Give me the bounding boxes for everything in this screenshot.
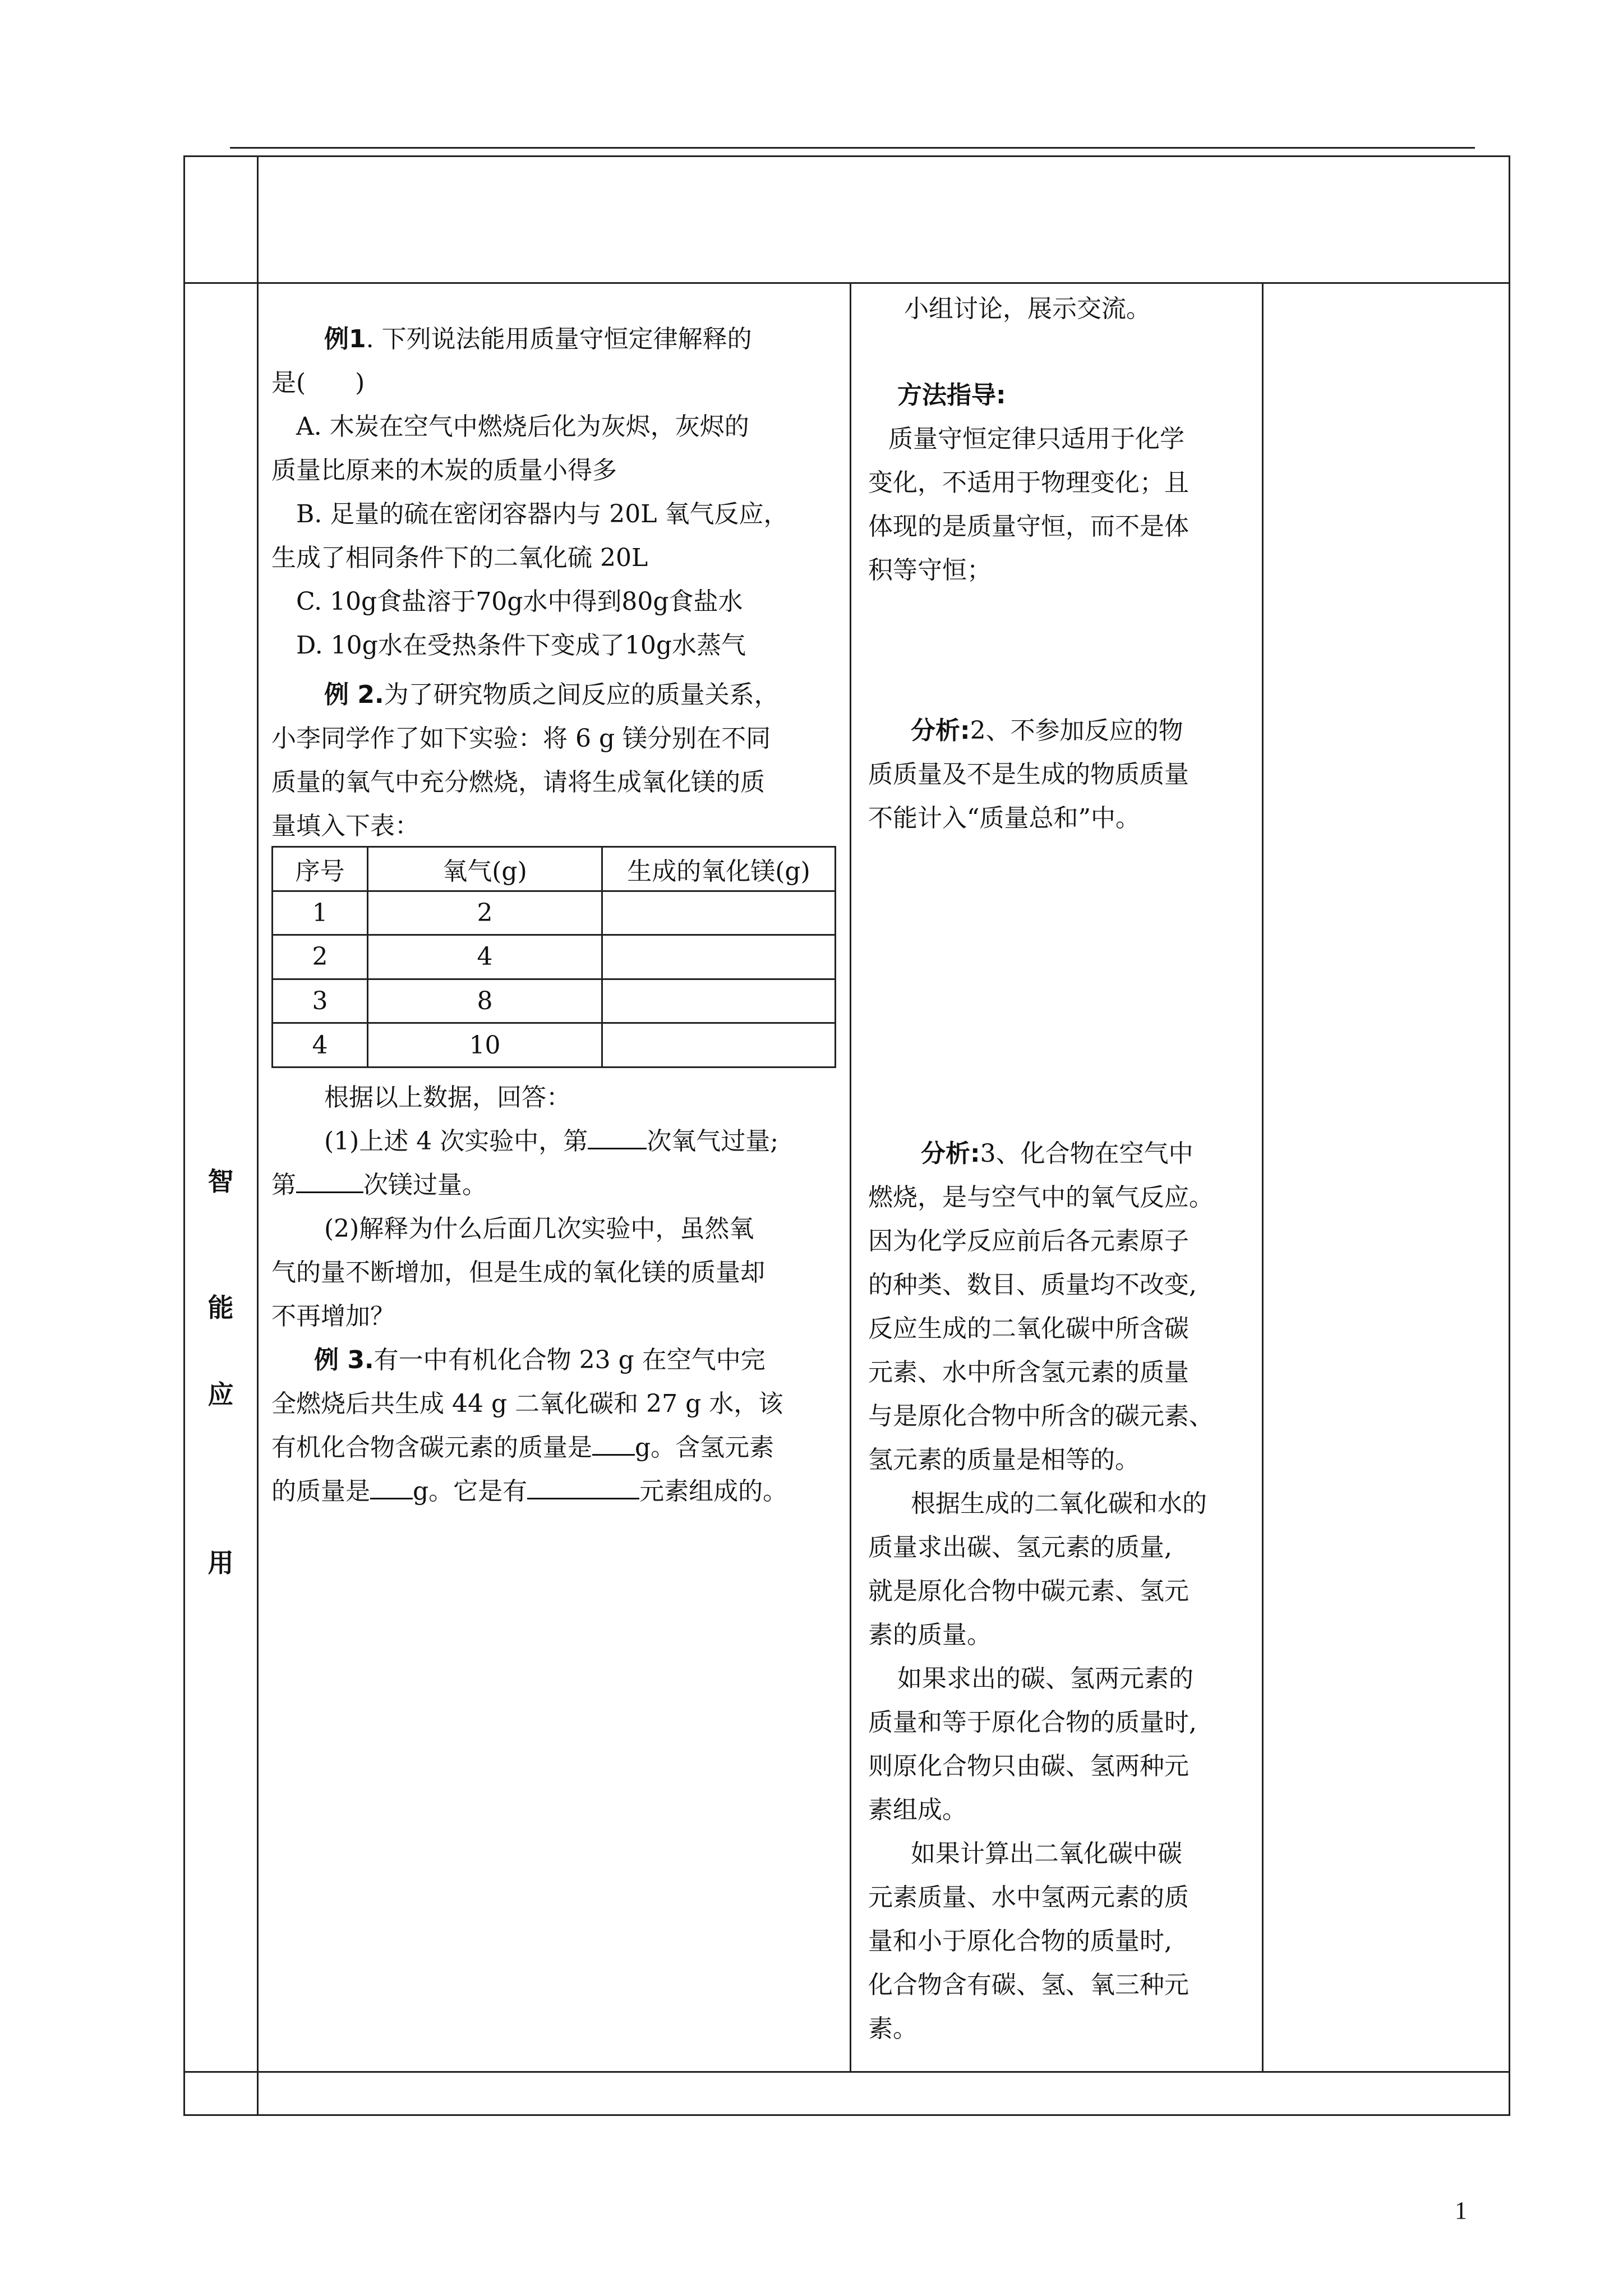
table-row bbox=[273, 935, 836, 979]
analysis-text: 就是原化合物中碳元素、氢元 bbox=[868, 1577, 1189, 1605]
question-stem: 有机化合物含碳元素的质量是 bbox=[271, 1433, 592, 1462]
table-cell: 2 bbox=[368, 891, 602, 935]
column-header: 生成的氧化镁(g) bbox=[602, 847, 836, 891]
example-label: 例1 bbox=[324, 325, 366, 353]
answer-blank bbox=[296, 1167, 363, 1193]
analysis-text: 因为化学反应前后各元素原子 bbox=[868, 1227, 1189, 1255]
question-stem: 为了研究物质之间反应的质量关系， bbox=[384, 680, 779, 709]
example-2-questions bbox=[271, 1076, 849, 1338]
table-cell: 10 bbox=[368, 1023, 602, 1068]
question-2: (2)解释为什么后面几次实验中，虽然氧 bbox=[324, 1214, 754, 1243]
column-divider-side bbox=[257, 155, 259, 2116]
example-1 bbox=[271, 318, 843, 668]
answer-blank bbox=[370, 1473, 413, 1499]
analysis-text: 如果计算出二氧化碳中碳 bbox=[911, 1839, 1182, 1868]
analysis-text: 素组成。 bbox=[868, 1796, 967, 1824]
notes-method bbox=[868, 374, 1255, 592]
analysis-text: 质质量及不是生成的物质质量 bbox=[868, 760, 1189, 789]
table-header-row bbox=[273, 847, 836, 891]
answer-prompt: 根据以上数据，回答： bbox=[324, 1083, 571, 1112]
option-b: B. 足量的硫在密闭容器内与 20L 氧气反应， bbox=[296, 500, 789, 528]
notes-analysis-3 bbox=[868, 1132, 1261, 2051]
question-1: 次氧气过量; bbox=[647, 1127, 779, 1156]
analysis-text: 3、化合物在空气中 bbox=[980, 1139, 1193, 1168]
analysis-text: 氢元素的质量是相等的。 bbox=[868, 1446, 1140, 1474]
option-b: 生成了相同条件下的二氧化硫 20L bbox=[271, 544, 648, 572]
table-cell-blank bbox=[602, 979, 836, 1023]
analysis-label: 分析: bbox=[921, 1139, 980, 1168]
question-stem: 质量的氧气中充分燃烧，请将生成氧化镁的质 bbox=[271, 768, 765, 797]
side-label-char: 用 bbox=[208, 1548, 234, 1578]
column-divider-notes bbox=[1262, 283, 1264, 2071]
question-stem: 的质量是 bbox=[271, 1477, 370, 1506]
analysis-text: 质量求出碳、氢元素的质量, bbox=[868, 1533, 1172, 1562]
option-a: A. 木炭在空气中燃烧后化为灰烬，灰烬的 bbox=[296, 412, 749, 441]
analysis-text: 元素、水中所含氢元素的质量 bbox=[868, 1358, 1189, 1387]
answer-blank bbox=[588, 1123, 647, 1149]
side-label-char: 应 bbox=[208, 1379, 234, 1410]
analysis-text: 则原化合物只由碳、氢两种元 bbox=[868, 1752, 1189, 1780]
table-cell: 8 bbox=[368, 979, 602, 1023]
option-c: C. 10g食盐溶于70g水中得到80g食盐水 bbox=[296, 587, 743, 616]
analysis-text: 质量和等于原化合物的质量时, bbox=[868, 1708, 1197, 1737]
question-stem: . 下列说法能用质量守恒定律解释的 bbox=[366, 325, 752, 353]
table-row bbox=[273, 979, 836, 1023]
question-1: 次镁过量。 bbox=[363, 1171, 487, 1199]
method-text: 积等守恒； bbox=[868, 556, 992, 585]
table-cell: 2 bbox=[273, 935, 368, 979]
row-divider-bottom bbox=[183, 2071, 1510, 2073]
answer-blank bbox=[527, 1473, 639, 1499]
analysis-text: 的种类、数目、质量均不改变, bbox=[868, 1271, 1197, 1299]
page-number: 1 bbox=[1455, 2197, 1467, 2224]
question-stem: 有一中有机化合物 23 g 在空气中完 bbox=[374, 1346, 766, 1374]
table-row bbox=[273, 1023, 836, 1068]
example-label: 例 3. bbox=[314, 1346, 374, 1374]
analysis-text: 2、不参加反应的物 bbox=[970, 716, 1183, 745]
column-header: 氧气(g) bbox=[368, 847, 602, 891]
analysis-text: 与是原化合物中所含的碳元素、 bbox=[868, 1402, 1214, 1430]
answer-blank bbox=[592, 1429, 635, 1456]
table-cell: 4 bbox=[273, 1023, 368, 1068]
analysis-text: 不能计入“质量总和”中。 bbox=[868, 804, 1140, 832]
option-a: 质量比原来的木炭的质量小得多 bbox=[271, 456, 617, 485]
header-rule bbox=[230, 147, 1475, 149]
row-divider-top bbox=[183, 282, 1510, 284]
example-label: 例 2. bbox=[324, 680, 384, 709]
question-1: 第 bbox=[271, 1171, 296, 1199]
column-header: 序号 bbox=[273, 847, 368, 891]
analysis-text: 燃烧，是与空气中的氧气反应。 bbox=[868, 1183, 1214, 1212]
question-2: 不再增加？ bbox=[271, 1302, 395, 1331]
question-stem: 是( ) bbox=[271, 369, 365, 397]
magnesium-oxygen-table bbox=[271, 846, 836, 1068]
question-stem: 量填入下表： bbox=[271, 812, 419, 840]
analysis-text: 根据生成的二氧化碳和水的 bbox=[911, 1489, 1207, 1518]
analysis-text: 素。 bbox=[868, 2014, 917, 2043]
column-divider-content bbox=[850, 283, 851, 2071]
question-stem: g。含氢元素 bbox=[635, 1433, 774, 1462]
method-text: 变化，不适用于物理变化；且 bbox=[868, 468, 1189, 497]
method-text: 质量守恒定律只适用于化学 bbox=[888, 425, 1184, 453]
table-cell: 4 bbox=[368, 935, 602, 979]
option-d: D. 10g水在受热条件下变成了10g水蒸气 bbox=[296, 631, 746, 660]
side-label-char: 能 bbox=[208, 1292, 234, 1323]
discussion-text: 小组讨论，展示交流。 bbox=[904, 295, 1151, 323]
notes-analysis-2 bbox=[868, 709, 1255, 840]
notes-discussion bbox=[875, 287, 1256, 331]
analysis-text: 化合物含有碳、氢、氧三种元 bbox=[868, 1971, 1189, 1999]
method-text: 体现的是质量守恒，而不是体 bbox=[868, 512, 1189, 541]
analysis-text: 元素质量、水中氢两元素的质 bbox=[868, 1883, 1189, 1912]
question-2: 气的量不断增加，但是生成的氧化镁的质量却 bbox=[271, 1258, 765, 1287]
table-cell: 1 bbox=[273, 891, 368, 935]
table-cell: 3 bbox=[273, 979, 368, 1023]
analysis-text: 量和小于原化合物的质量时, bbox=[868, 1927, 1172, 1955]
question-1: (1)上述 4 次实验中，第 bbox=[324, 1127, 588, 1156]
analysis-text: 如果求出的碳、氢两元素的 bbox=[897, 1664, 1193, 1693]
question-stem: g。它是有 bbox=[413, 1477, 528, 1506]
analysis-label: 分析: bbox=[911, 716, 970, 745]
analysis-text: 素的质量。 bbox=[868, 1621, 992, 1649]
table-cell-blank bbox=[602, 1023, 836, 1068]
method-title: 方法指导: bbox=[897, 381, 1006, 409]
table-cell-blank bbox=[602, 891, 836, 935]
table-row bbox=[273, 891, 836, 935]
question-stem: 全燃烧后共生成 44 g 二氧化碳和 27 g 水，该 bbox=[271, 1389, 783, 1418]
question-stem: 元素组成的。 bbox=[639, 1477, 788, 1506]
table-cell-blank bbox=[602, 935, 836, 979]
analysis-text: 反应生成的二氧化碳中所含碳 bbox=[868, 1314, 1189, 1343]
example-2 bbox=[271, 673, 843, 848]
example-3 bbox=[271, 1338, 849, 1513]
side-label-char: 智 bbox=[208, 1166, 234, 1197]
question-stem: 小李同学作了如下实验：将 6 g 镁分别在不同 bbox=[271, 724, 771, 753]
